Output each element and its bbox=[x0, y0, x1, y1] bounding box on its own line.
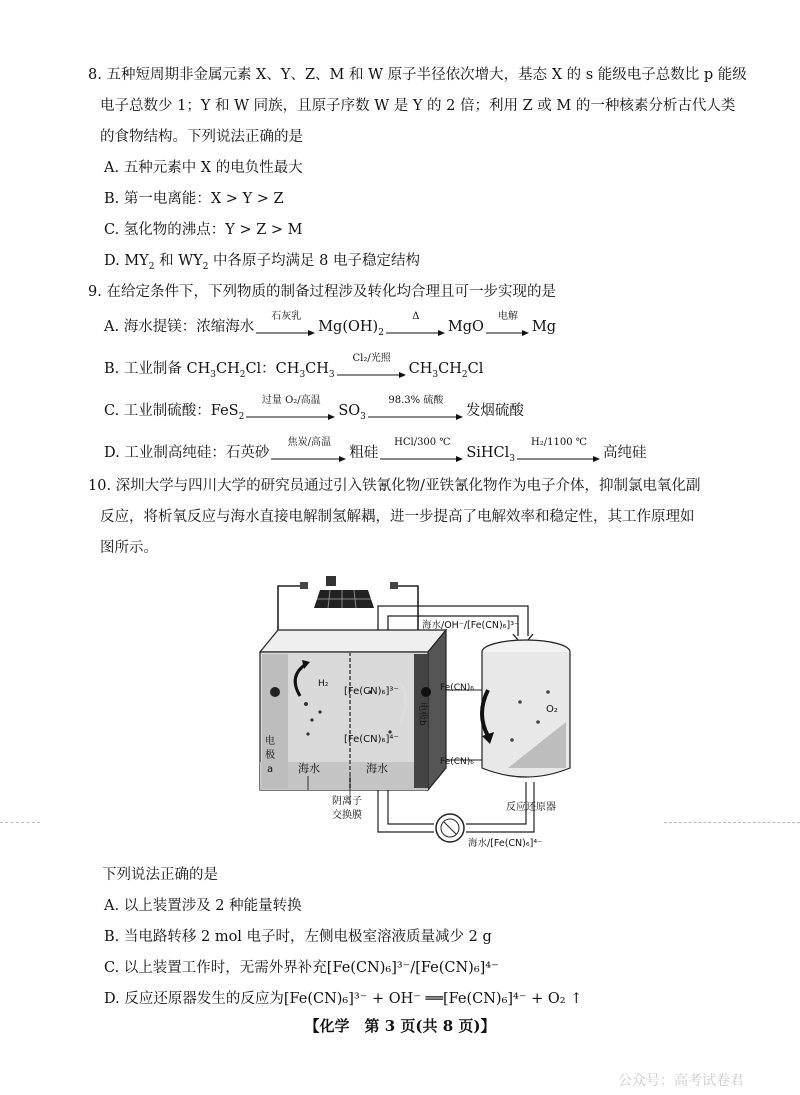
q10-prompt: 下列说法正确的是 bbox=[102, 867, 218, 883]
q8-option-a[interactable]: A. 五种元素中 X 的电负性最大 bbox=[104, 160, 303, 176]
reactor-ferrocyanide-label: Fe(CN)₆ bbox=[440, 757, 474, 767]
h2-label: H₂ bbox=[318, 679, 329, 689]
question-10 bbox=[88, 471, 788, 571]
margin-dash bbox=[0, 822, 40, 823]
o2-label: O₂ bbox=[546, 704, 558, 715]
arrow-condition: Cl₂/光照 bbox=[352, 353, 391, 364]
q8-d-part: D. MY bbox=[104, 253, 149, 269]
q9-b-sub: 3 bbox=[210, 369, 216, 380]
q9-stem: 9. 在给定条件下，下列物质的制备过程涉及转化均合理且可一步实现的是 bbox=[88, 284, 556, 300]
reaction-arrow bbox=[368, 395, 464, 422]
q9-b-part: CH bbox=[305, 361, 329, 377]
q10-option-d[interactable]: D. 反应还原器发生的反应为[Fe(CN)₆]³⁻ + OH⁻ ══[Fe(CN)₆]⁴⁻ + O₂ ↑ bbox=[104, 991, 583, 1007]
q9-b-product: CH bbox=[408, 361, 433, 377]
q9-c-product: SO bbox=[338, 403, 361, 419]
q9-c-sub: 2 bbox=[238, 411, 245, 422]
q9-option-a[interactable] bbox=[104, 312, 556, 349]
arrow-condition: H₂/1100 ℃ bbox=[531, 437, 587, 448]
arrow-condition: 电解 bbox=[497, 311, 518, 322]
q9-d-product: 高纯硅 bbox=[603, 445, 647, 461]
reaction-arrow bbox=[246, 395, 336, 422]
q9-option-b[interactable] bbox=[104, 354, 483, 391]
q9-b-sub: 3 bbox=[299, 369, 306, 380]
q9-b-part: Cl：CH bbox=[245, 361, 300, 377]
q9-b-sub: 3 bbox=[328, 369, 335, 380]
q9-c-product: 发烟硫酸 bbox=[465, 403, 524, 419]
q10-option-b[interactable]: B. 当电路转移 2 mol 电子时，左侧电极室溶液质量减少 2 g bbox=[104, 929, 492, 945]
q9-d-product: 粗硅 bbox=[349, 445, 379, 461]
q9-option-d[interactable] bbox=[104, 438, 647, 475]
seawater-left-label: 海水 bbox=[298, 762, 320, 775]
reaction-arrow bbox=[337, 353, 407, 380]
question-9 bbox=[88, 277, 788, 477]
membrane-label: 交换膜 bbox=[332, 810, 362, 821]
q9-a-product: Mg bbox=[531, 319, 557, 335]
q9-d-product: SiHCl bbox=[466, 445, 510, 461]
q10-stem-line-2: 反应，将析氧反应与海水直接电解制氢解耦，进一步提高了电解效率和稳定性，其工作原理如 bbox=[100, 509, 695, 525]
arrow-condition: 焦炭/高温 bbox=[287, 437, 332, 448]
q9-option-c[interactable] bbox=[104, 396, 524, 433]
pump-icon bbox=[436, 814, 464, 842]
electrode-a-label: a bbox=[267, 764, 274, 775]
q9-a-product: Mg(OH) bbox=[318, 319, 379, 335]
q9-b-product: Cl bbox=[467, 361, 484, 377]
page-footer: 【化学 第 3 页(共 8 页)】 bbox=[304, 1017, 496, 1035]
q9-d-part: D. 工业制高纯硅：石英砂 bbox=[104, 445, 270, 461]
margin-dash bbox=[664, 822, 800, 823]
seawater-right-label: 海水 bbox=[366, 762, 388, 775]
q9-a-product: MgO bbox=[447, 319, 484, 335]
reaction-arrow bbox=[271, 437, 347, 464]
reactor-label: 反应还原器 bbox=[506, 802, 556, 813]
arrow-condition: Δ bbox=[412, 311, 420, 322]
top-stream-label: 海水/OH⁻/[Fe(CN)₆]³⁻ bbox=[422, 620, 520, 631]
q10-options bbox=[88, 860, 788, 1010]
q8-d-sub: 2 bbox=[148, 261, 155, 272]
q8-d-sub: 2 bbox=[202, 261, 209, 272]
q8-option-c[interactable]: C. 氢化物的沸点：Y > Z > M bbox=[104, 222, 303, 238]
q9-a-sub: 2 bbox=[378, 327, 384, 338]
q9-b-sub: 3 bbox=[432, 369, 439, 380]
reaction-arrow bbox=[380, 437, 464, 464]
q10-option-c[interactable]: C. 以上装置工作时，无需外界补充[Fe(CN)₆]³⁻/[Fe(CN)₆]⁴⁻ bbox=[104, 960, 499, 976]
q9-d-sub: 3 bbox=[509, 453, 516, 464]
arrow-condition: 98.3% 硫酸 bbox=[388, 395, 444, 406]
reaction-arrow bbox=[517, 437, 601, 464]
membrane-label: 阴离子 bbox=[332, 796, 362, 807]
arrow-condition: HCl/300 ℃ bbox=[394, 437, 451, 448]
q10-stem-line-1: 10. 深圳大学与四川大学的研究员通过引入铁氰化物/亚铁氰化物作为电子介体，抑制氯电氧化副 bbox=[88, 478, 701, 494]
q9-c-part: C. 工业制硫酸：FeS bbox=[104, 403, 239, 419]
q9-b-product: CH bbox=[438, 361, 462, 377]
reaction-arrow bbox=[256, 311, 316, 338]
ferrocyanide-label: [Fe(CN)₆]⁴⁻ bbox=[344, 734, 399, 745]
electrode-a-label: 极 bbox=[265, 750, 275, 761]
q9-b-sub: 2 bbox=[461, 369, 468, 380]
q10-option-a[interactable]: A. 以上装置涉及 2 种能量转换 bbox=[104, 898, 302, 914]
q8-stem-line-3: 的食物结构。下列说法正确的是 bbox=[100, 129, 303, 145]
reactor-ferricyanide-label: Fe(CN)₆ bbox=[440, 683, 474, 693]
electrode-b-label: 电极b bbox=[417, 702, 427, 726]
q10-stem-line-3: 图所示。 bbox=[100, 540, 158, 556]
watermark: 公众号：高考试卷君 bbox=[618, 1073, 744, 1089]
q8-stem-line-1: 8. 五种短周期非金属元素 X、Y、Z、M 和 W 原子半径依次增大，基态 X 的 s 能级电子总数比 p 能级 bbox=[88, 67, 747, 83]
reaction-arrow bbox=[386, 311, 446, 338]
electrolysis-diagram bbox=[250, 572, 590, 850]
q8-d-part: 中各原子均满足 8 电子稳定结构 bbox=[208, 253, 420, 269]
arrow-condition: 石灰乳 bbox=[271, 311, 302, 322]
q8-d-part: 和 WY bbox=[154, 253, 203, 269]
solar-panel-icon bbox=[314, 576, 374, 608]
q8-stem-line-2: 电子总数少 1；Y 和 W 同族，且原子序数 W 是 Y 的 2 倍；利用 Z 或 M 的一种核素分析古代人类 bbox=[100, 98, 736, 114]
q9-a-prefix: A. 海水提镁：浓缩海水 bbox=[104, 319, 255, 335]
q8-option-b[interactable]: B. 第一电离能：X > Y > Z bbox=[104, 191, 284, 207]
electrode-a-label: 电 bbox=[265, 736, 275, 747]
q9-c-sub: 3 bbox=[360, 411, 366, 422]
q9-b-part: CH bbox=[215, 361, 240, 377]
q9-b-sub: 2 bbox=[239, 369, 246, 380]
question-8 bbox=[88, 60, 788, 280]
ferricyanide-label: [Fe(CN)₆]³⁻ bbox=[344, 686, 399, 697]
arrow-condition: 过量 O₂/高温 bbox=[261, 395, 321, 406]
q9-b-part: B. 工业制备 CH bbox=[104, 361, 211, 377]
bottom-stream-label: 海水/[Fe(CN)₆]⁴⁻ bbox=[468, 838, 543, 849]
reaction-arrow bbox=[486, 311, 530, 338]
